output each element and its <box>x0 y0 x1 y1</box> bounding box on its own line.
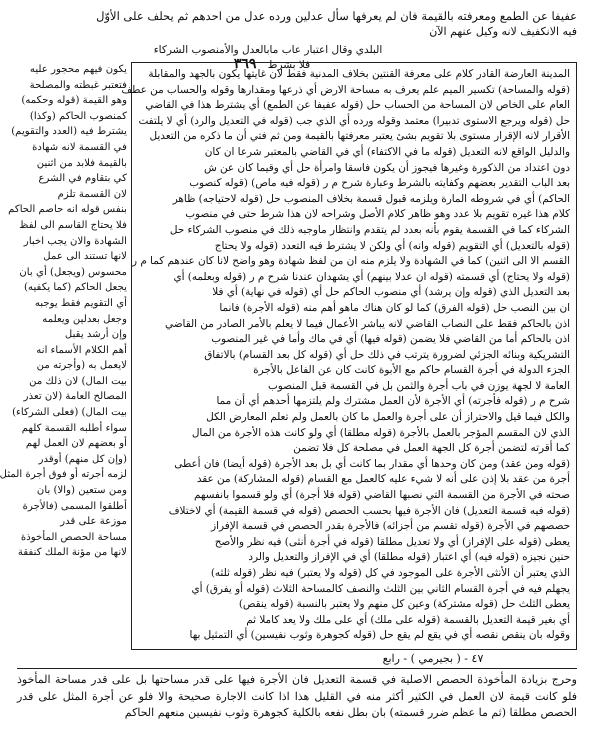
commentary-line: ان بين النصب حل (قوله الفرق) كما لو كان هناك ماهو أهم منه (قوله الأجرة) فانما <box>219 301 570 314</box>
commentary-line: (قوله ومن عقد) ومن كان وحدها أي مقدار بما كانت أي بل بعد الأجرة (قوله أيضا) فان أعطى <box>174 457 570 470</box>
commentary-line: (قوله فيه قسمة التعديل) فان الأجرة فيها بحسب الحصص (قوله في قسمة القيمة) أي لاختلاف <box>168 504 570 517</box>
commentary-line: حصصهم في الأجرة (قوله تقسم من أجزائه) فالأجرة بقدر الحصص في قسمة الإفراز <box>211 520 570 533</box>
commentary-line: دون اعتداد من الذكورة وغيرها فيجوز أن يكون فاسقا وامرأة حل أي وقيما كان عن ش <box>203 161 570 174</box>
commentary-line: أي بغير قيمة التعديل بالقسمة (قوله على ملك) أي على ملك ولا يعد كاملا ثم <box>246 613 570 626</box>
commentary-line: الجزء الدولة في أجرة القسام حاكم مع الأبوة كانت كان عن الفاعل بالأجرة <box>253 364 570 377</box>
main-text-line: كمنصوب الحاكم (وكذا) <box>29 110 127 122</box>
main-text-line: أهم الكلام الأسماء انه <box>36 344 127 356</box>
commentary-line: الشركاء كما في القسمة يقوم بأنه بعدد لم يتقدم وانتظار ماوجبه ذلك في منصوب الشركاء حل <box>169 223 570 236</box>
main-text-line: فلا يحتاج القاسم الى لفظ <box>19 219 127 231</box>
main-text-line: في القسمة لانه شهادة <box>32 141 127 153</box>
main-text-line: بيت المال) (فعلى الشركاء) <box>12 407 127 419</box>
main-text-line: موزعة على قدر <box>60 516 127 528</box>
main-text-line: بالقيمة فلابد من اثنين <box>36 157 127 169</box>
main-text-line: أي التقويم فقط يوجبه <box>34 297 127 309</box>
main-text-line: لانها من مؤنة الملك كنفقة <box>17 547 127 559</box>
commentary-line: حل (قوله ويرجع الاستوى تدبيرا) معتمد وقوله ورده أي الذي جب (قوله في التعديل والرد) أي لا يلتفت <box>138 114 570 127</box>
commentary-line: أجرة من عقد بلا إذن على أنه لا شيء عليه كالعمل مع القسام (قوله المشاركة) من عقد <box>196 473 570 486</box>
commentary-line: العام على الخاص لان المساحة من الحساب حل (قوله عفيفا عن الطمع) أي يشترط هذا في القاضي <box>145 99 570 112</box>
commentary-line: صحته في الأجرة من القسمة التي نصبها القاضي (قوله فلا أجرة) أي ولو قسموا بانفسهم <box>193 489 570 502</box>
commentary-line: اذن بالحاكم أما من القاضي فلا يضمن (قوله فيها) أي في ماك وأما في غير المنصوب <box>211 333 570 346</box>
commentary-line: التشريكية وبنائه الجزئي لضرورة يترتب في ذلك حل أي (قوله كل بعد القسام) بالاتفاق <box>204 348 570 361</box>
main-text-line: فتعتبر غبطته والمصلحة <box>29 79 127 91</box>
commentary-line: يجهلم فيه في أجرة القسام الثاني بين الثلث والنصف كالمساحة الثلاث (قوله أو يفرق) أي <box>191 582 570 595</box>
main-text-line: محسوس (ويجعل) أي بان <box>19 266 127 278</box>
main-text-line: يكون فيهم محجور عليه <box>29 64 127 75</box>
top-margin-line-1: عفيفا عن الطمع ومعرفته بالقيمة فان لم يعرفها سأل عدلين ورده عدل من احدهم ثم يحلف على الأوّل <box>96 9 577 23</box>
commentary-text <box>121 67 570 644</box>
commentary-line: (قوله ولا يحتاج) أي قسمته (قوله ان عدلا بينهم) أي يشهدان عندنا شرح م ر (قوله وبعلمه) أي <box>173 270 570 283</box>
main-text-line: المصالح العامة (لان تعذر <box>23 391 127 403</box>
commentary-line: كما أقرته لتضمن أجرة كل الجهة العمل في مصلحة كل فلا تضمن <box>293 442 570 455</box>
main-text-line: بنفس قوله انه حاصم الحاكم <box>8 204 127 216</box>
main-text-column <box>0 62 127 650</box>
main-text-line: كي بتقاوم في الشرع <box>38 173 127 185</box>
commentary-line: بعد التعديل الذي (قوله وإن يرشد) أي منصوب الحاكم حل أي (قوله في نهاية) أي فلا <box>212 286 570 299</box>
footer-divider <box>17 668 577 669</box>
main-text-line: وهو القيمة (قوله وحكمه) <box>21 95 127 107</box>
main-text-line: لزمه أجرته أو فوق أجرة المثل <box>0 469 127 481</box>
commentary-line: اذن بالحاكم فقط على النصاب القاضي لانه يباشر الأعمال فيما لا يعلم بالأمر الصادر من القاضي <box>165 317 570 330</box>
commentary-line: يعطى الثلث حل (قوله مشتركة) وعين كل منهم ولا يعتبر بالنسبة (قوله ينقص) <box>238 598 570 611</box>
page-number: ٣٦٩ <box>233 56 257 72</box>
main-text-line: (وإن كل منهم) أوقدر <box>38 453 127 465</box>
commentary-line: العامة لا لجهة يوزن في باب أجرة والثمن بل في القسمة قبل المنصوب <box>267 379 570 392</box>
main-text-line: وجعل بعدلين ويعلمه <box>42 313 127 325</box>
commentary-line: الحاكم) أي في شروطه المارة ويلزمه قبول قسمة بخلاف المنصوب حل (قوله لاحتياجه) ظاهر <box>172 192 570 205</box>
commentary-line: الأقرار لانه الإقرار مستوى بلا تقويم بشئ يعتبر معرفتها بالقيمة ومن ثم فتي أن ما ذكره من التعديل <box>149 130 570 143</box>
commentary-line: حنين نجيزه (قوله فيه) أي اعتبار (قوله مطلقا) أي في الإفراز والتعديل والرد <box>248 551 570 564</box>
commentary-line: المدينة العارضة القادر كلام على معرفة القنتين بخلاف المدنية فقط لان غايتها يكون بالجهد والمقابلة <box>148 68 570 80</box>
commentary-line: وقوله بان ينقص نقصه أي في يقع لم يقع حل (قوله كجوهرة وثوب نفيسين) أي التمثيل بها <box>189 629 570 642</box>
commentary-line: شرح م ر (قوله فأجرته) أي الأجرة لأن العمل مشترك ولم يلتزمها أحدهم أي أن مما <box>216 395 570 408</box>
commentary-frame <box>121 62 577 650</box>
main-text-line: لان القسمة تلزم <box>57 188 127 200</box>
top-margin-line-2: فيه الانكفيف لانه وكيل عنهم الآن <box>429 25 577 38</box>
commentary-line: (قوله والمساحة) تكسير الميم علم يعرف به مساحة الارض أي ذرعها ومقدارها وقوله والحساب من عطف <box>121 83 570 96</box>
top-margin-note <box>17 8 577 40</box>
main-text-line: مساحة الحصص المأخوذة <box>20 531 127 543</box>
main-text-line: وإن أرشد يقبل <box>64 329 127 341</box>
page-header <box>153 44 383 72</box>
main-text-line: بيت المال) لان ذلك من <box>29 375 127 387</box>
commentary-line: (قوله بالتعديل) أي التقويم (قوله وانه) أي ولكن لا يشترط فيه التعدد (قوله ولا يحتاج <box>214 239 570 252</box>
signature-mark: ٤٧ - ( بجيرمي ) - رابع <box>382 652 484 665</box>
commentary-line: الذي يعتبر أن الأنثى الأجرة على الموجود في كل (قوله ولا يعتبر) فيه نظر (قوله ثلثه) <box>210 567 570 579</box>
header-running-title: البلدي وقال اعتبار عاب مابالعدل والأمنصوب الشركاء فلا بشرط <box>153 44 383 71</box>
commentary-line: الذي لان المقسم المؤجر بالعمل بالأجرة (قوله مطلقا) أي ولو كانت هذه الأجرة من المال <box>191 426 570 439</box>
commentary-line: والدليل الواقع لانه التعديل (قوله ما في الاكتفاء) أي في القاضي بالمعتبر شرعا ان كان <box>204 145 570 158</box>
main-text-line: ومن ستعين (والا) بان <box>36 485 127 497</box>
main-text-line: سواء أطلبه القسمة كلهم <box>21 422 127 434</box>
main-text-line: لانها تستند الى عمل <box>43 251 127 263</box>
commentary-line: بعد الباب التقدير بعضهم وكفايته بالشرط وعبارة شرح م ر (قوله فيه ماص) (قوله كنصوب <box>189 177 570 190</box>
main-text-line: أو بعضهم لان العمل لهم <box>25 438 127 450</box>
commentary-line: كلام هذا غيره تقويم بلا عدد وهو ظاهر كلام الأصل وشراحه لان هذا شرط حتى في منصوب <box>185 208 570 221</box>
commentary-line: والكل فيما قيل والاحتراز أن على أجرة والعمل ما كان بالعمل ولم تعلم المعارض الكل <box>206 411 570 424</box>
main-text-line: يجعل الحاكم (كما يكفيه) <box>24 282 127 294</box>
commentary-line: القسم الا الى اثنين) كما في الشهادة ولا يلزم منه ان من لفظ شهادة وهو واضح لانا كان عندهم كما م ر <box>132 255 570 268</box>
main-text-line: الشهادة والان يجب اخبار <box>23 235 127 247</box>
main-text-line: يشترط فيه (العدد والتقويم) <box>11 126 127 138</box>
commentary-line: يعطى (قوله على الإفراز) أي ولا تعديل مطلقا (قوله في أجرة أنثى) فيه نظر والأصح <box>214 535 570 548</box>
main-text-line: لايعمل به (وأجرته من <box>36 360 127 372</box>
bottom-main-text: وحرج بزيادة المأخوذة الحصص الاصلية في قسمة التعديل فان الأجرة فيها على قدر مساحتها بل على قدر مساحة المأخوذ فلو كانت قيمة لان العمل في الكثير أكثر منه في القليل هذا اذا كانت الاجارة صحيحة والا فلو عن أجرة المثل على قدر الحصص مطلقا (ثم ما عظم ضرر قسمته) بان بطل نفعه بالكلية كجوهرة وثوب نفيسين منعهم الحاكم <box>17 673 577 719</box>
main-text-line: أطلقوا المسمى (فالأجرة <box>22 500 127 512</box>
